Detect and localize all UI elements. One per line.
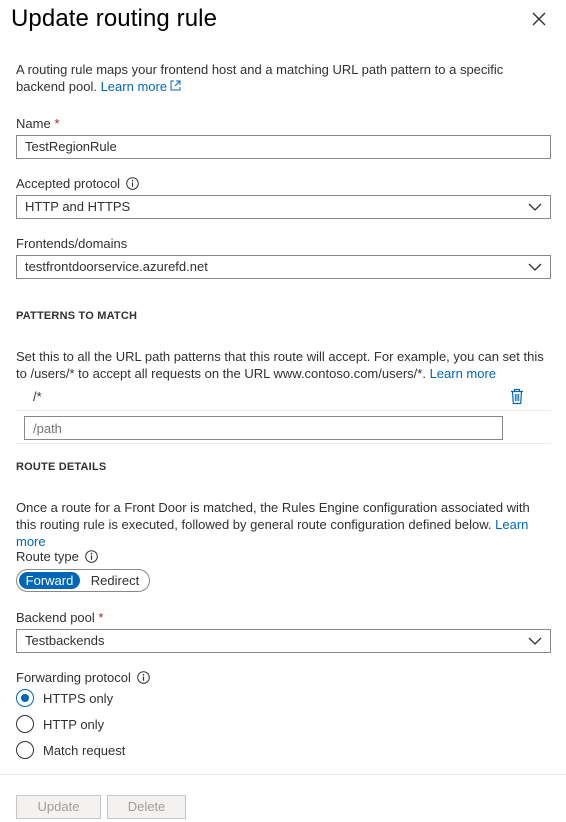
radio-http-only-label: HTTP only [43, 717, 105, 732]
pattern-row-value: /* [33, 389, 42, 404]
chevron-down-icon [528, 635, 542, 647]
radio-match-request[interactable] [16, 741, 34, 759]
route-details-description: Once a route for a Front Door is matched, the Rules Engine configuration associated with this routing rule is executed, followed by general route configuration defined below. Learn more [16, 500, 530, 549]
required-mark: * [54, 116, 60, 131]
name-label: Name * [16, 116, 60, 131]
route-type-redirect-option[interactable]: Redirect [90, 573, 140, 588]
route-type-label: Route type [16, 548, 98, 565]
pattern-row-divider [16, 443, 551, 444]
route-type-toggle[interactable] [16, 569, 150, 592]
info-icon[interactable] [126, 177, 139, 190]
update-button[interactable]: Update [16, 795, 101, 819]
route-type-forward-option[interactable]: Forward [19, 572, 80, 589]
chevron-down-icon [528, 201, 542, 213]
delete-button[interactable]: Delete [107, 795, 186, 819]
radio-match-request-label: Match request [43, 743, 126, 758]
accepted-protocol-dropdown[interactable]: HTTP and HTTPS [16, 195, 551, 219]
frontends-dropdown[interactable]: testfrontdoorservice.azurefd.net [16, 255, 551, 279]
route-details-heading: ROUTE DETAILS [16, 461, 107, 473]
info-icon[interactable] [137, 671, 150, 684]
accepted-protocol-label: Accepted protocol [16, 175, 139, 192]
radio-http-only[interactable] [16, 715, 34, 733]
pattern-row-divider [16, 410, 551, 411]
delete-icon[interactable] [509, 388, 525, 405]
info-icon[interactable] [85, 550, 98, 563]
intro-text [16, 61, 546, 95]
external-link-icon [170, 80, 181, 91]
backend-pool-dropdown[interactable]: Testbackends [16, 629, 551, 653]
panel-title: Update routing rule [11, 5, 218, 32]
forwarding-protocol-label: Forwarding protocol [16, 669, 150, 686]
backend-pool-label: Backend pool * [16, 610, 104, 625]
intro-description: A routing rule maps your frontend host and a matching URL path pattern to a specific backend pool. [16, 62, 504, 94]
radio-https-only[interactable] [16, 689, 34, 707]
patterns-learn-more-link[interactable]: Learn more [429, 366, 497, 381]
radio-https-only-label: HTTPS only [43, 691, 114, 706]
required-mark: * [98, 610, 104, 625]
patterns-heading: PATTERNS TO MATCH [16, 310, 138, 322]
close-icon[interactable] [530, 10, 548, 28]
footer-divider [0, 774, 566, 775]
name-input[interactable]: TestRegionRule [16, 135, 551, 159]
patterns-description: Set this to all the URL path patterns that this route will accept. For example, you can set this to /users/* to accept all requests on the URL www.contoso.com/users/*. Learn more [16, 349, 544, 381]
intro-learn-more-link[interactable]: Learn more [101, 79, 181, 94]
frontends-label: Frontends/domains [16, 236, 128, 251]
path-pattern-input[interactable] [24, 416, 503, 440]
route-details-learn-more-link[interactable]: Learn more [16, 517, 529, 549]
chevron-down-icon [528, 261, 542, 273]
